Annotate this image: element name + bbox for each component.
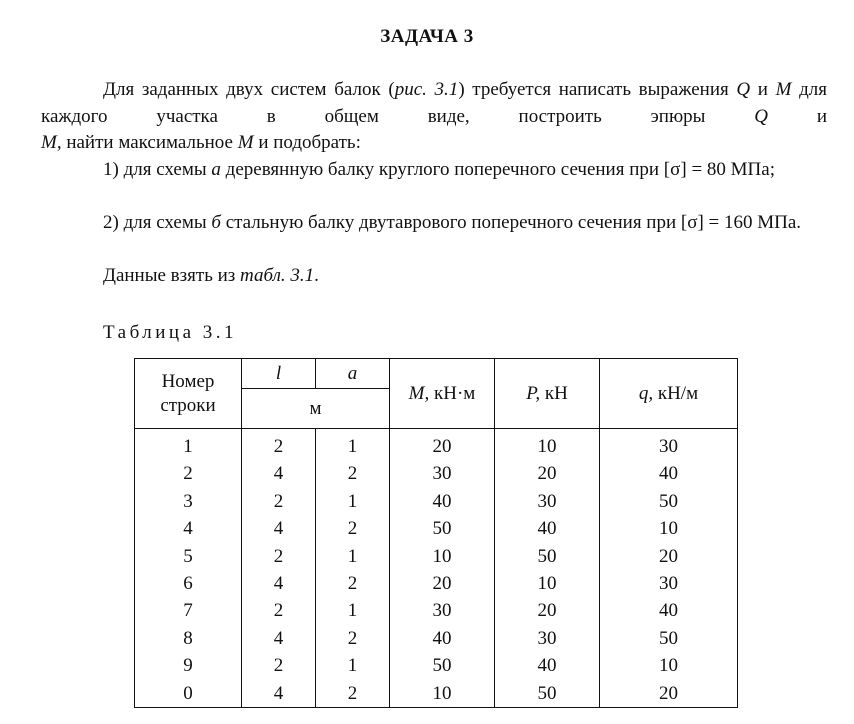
table-row: [135, 488, 738, 515]
a-value: 1: [316, 488, 390, 515]
M-value: 20: [390, 429, 495, 461]
header-unit-m: м: [242, 389, 390, 429]
q-value: 30: [600, 570, 738, 597]
header-q: q, кН/м: [600, 359, 738, 429]
M-value: 30: [390, 597, 495, 624]
l-value: 2: [242, 597, 316, 624]
header-row-number: Номер строки: [135, 359, 242, 429]
a-value: 1: [316, 652, 390, 679]
table-row: [135, 652, 738, 679]
l-value: 4: [242, 680, 316, 708]
P-value: 10: [495, 429, 600, 461]
row-number: 8: [135, 625, 242, 652]
header-l: l: [242, 359, 316, 389]
M-value: 40: [390, 488, 495, 515]
l-value: 4: [242, 515, 316, 542]
task-intro: Для заданных двух систем балок (рис. 3.1) требуется написать выражения Q и M для каждого участка в общем виде, построить эпюры Q и: [41, 79, 828, 127]
item-2: 2) для схемы б стальную балку двутаврового поперечного сечения при [σ] = 160 МПа.: [103, 212, 802, 233]
row-number: 5: [135, 543, 242, 570]
l-value: 2: [242, 429, 316, 461]
row-number: 0: [135, 680, 242, 708]
data-note: Данные взять из табл. 3.1.: [103, 265, 319, 286]
item-1: 1) для схемы а деревянную балку круглого поперечного сечения при [σ] = 80 МПа;: [103, 159, 775, 180]
row-number: 2: [135, 460, 242, 487]
q-value: 40: [600, 460, 738, 487]
data-table: [134, 358, 738, 708]
q-value: 10: [600, 652, 738, 679]
P-value: 20: [495, 460, 600, 487]
a-value: 2: [316, 515, 390, 542]
row-number: 3: [135, 488, 242, 515]
l-value: 4: [242, 460, 316, 487]
l-value: 2: [242, 652, 316, 679]
P-value: 30: [495, 488, 600, 515]
q-value: 30: [600, 429, 738, 461]
table-row: [135, 460, 738, 487]
header-a: a: [316, 359, 390, 389]
header-M: M, кН·м: [390, 359, 495, 429]
table-row: [135, 515, 738, 542]
l-value: 2: [242, 543, 316, 570]
table-row: [135, 543, 738, 570]
M-value: 50: [390, 515, 495, 542]
a-value: 2: [316, 680, 390, 708]
l-value: 4: [242, 625, 316, 652]
M-value: 10: [390, 680, 495, 708]
l-value: 2: [242, 488, 316, 515]
P-value: 50: [495, 680, 600, 708]
table-caption: Таблица 3.1: [103, 322, 238, 343]
task-title: ЗАДАЧА 3: [380, 26, 474, 47]
table-row: [135, 429, 738, 461]
M-value: 30: [390, 460, 495, 487]
P-value: 10: [495, 570, 600, 597]
table-row: [135, 570, 738, 597]
row-number: 6: [135, 570, 242, 597]
l-value: 4: [242, 570, 316, 597]
a-value: 2: [316, 625, 390, 652]
a-value: 2: [316, 570, 390, 597]
P-value: 50: [495, 543, 600, 570]
row-number: 7: [135, 597, 242, 624]
q-value: 20: [600, 680, 738, 708]
M-value: 20: [390, 570, 495, 597]
a-value: 2: [316, 460, 390, 487]
header-P: P, кН: [495, 359, 600, 429]
P-value: 20: [495, 597, 600, 624]
task-intro-end: M, найти максимальное M и подобрать:: [41, 132, 361, 153]
q-value: 20: [600, 543, 738, 570]
M-value: 10: [390, 543, 495, 570]
q-value: 40: [600, 597, 738, 624]
M-value: 40: [390, 625, 495, 652]
figure-ref: рис. 3.1: [394, 79, 459, 100]
row-number: 9: [135, 652, 242, 679]
table-row: [135, 597, 738, 624]
a-value: 1: [316, 597, 390, 624]
a-value: 1: [316, 543, 390, 570]
P-value: 40: [495, 515, 600, 542]
a-value: 1: [316, 429, 390, 461]
P-value: 30: [495, 625, 600, 652]
q-value: 10: [600, 515, 738, 542]
q-value: 50: [600, 488, 738, 515]
q-value: 50: [600, 625, 738, 652]
table-row: [135, 625, 738, 652]
row-number: 1: [135, 429, 242, 461]
row-number: 4: [135, 515, 242, 542]
M-value: 50: [390, 652, 495, 679]
P-value: 40: [495, 652, 600, 679]
table-ref: табл. 3.1: [240, 265, 315, 286]
table-row: [135, 680, 738, 708]
